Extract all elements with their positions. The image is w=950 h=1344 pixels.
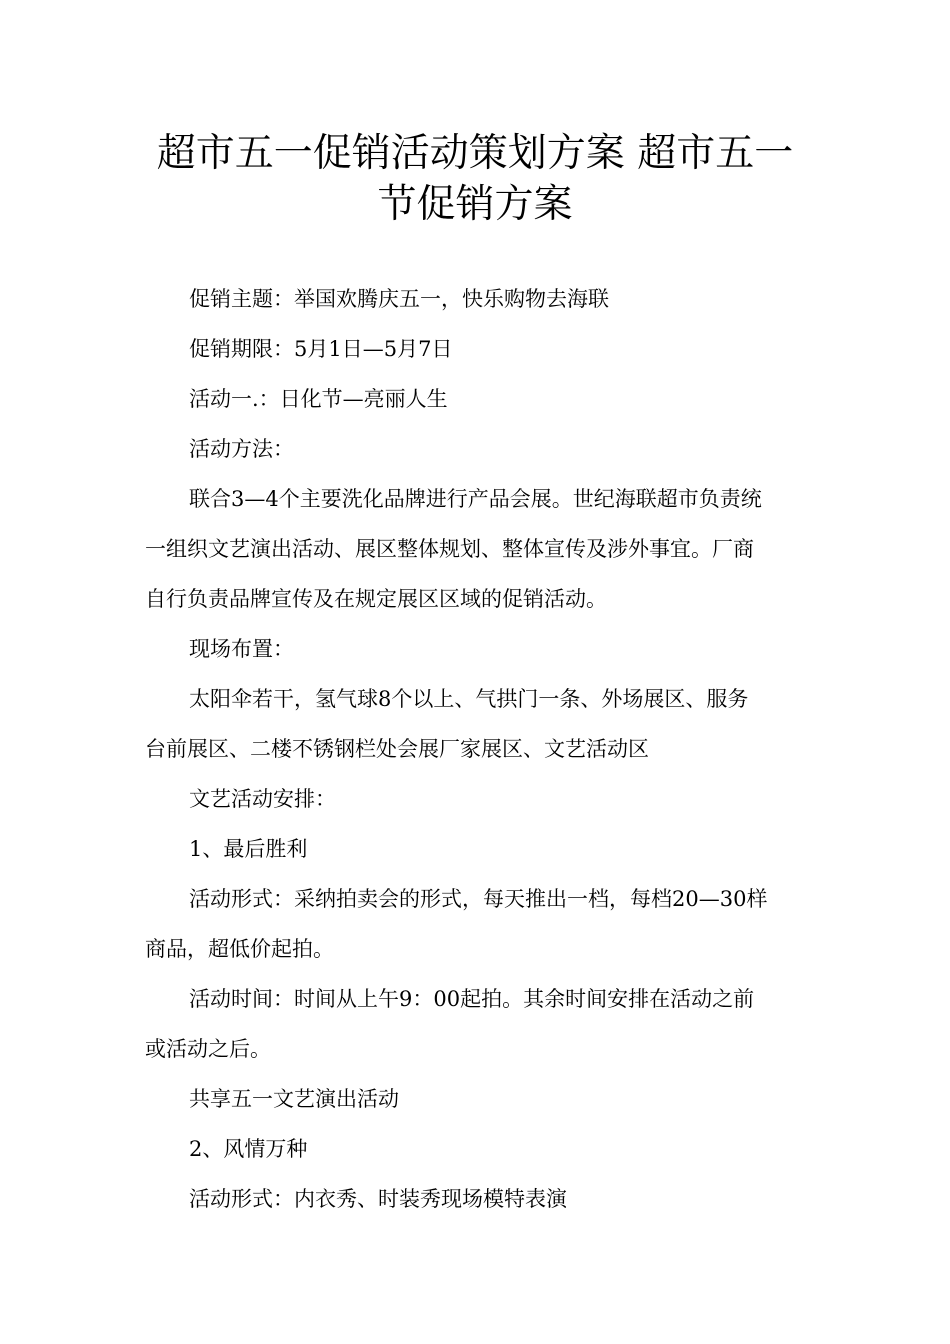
text-line: 自行负责品牌宣传及在规定展区区域的促销活动。 — [145, 587, 607, 611]
text-line: 联合3—4个主要洗化品牌进行产品会展。世纪海联超市负责统 — [189, 487, 762, 511]
text-line: 活动形式：内衣秀、时装秀现场模特表演 — [189, 1187, 567, 1211]
text-line: 1、最后胜利 — [189, 837, 308, 861]
text-line: 现场布置： — [189, 637, 294, 661]
document-title-line-2: 节促销方案 — [377, 182, 573, 227]
text-line: 文艺活动安排： — [189, 787, 336, 811]
document-body — [145, 274, 810, 1224]
text-line: 或活动之后。 — [145, 1037, 271, 1061]
text-line: 台前展区、二楼不锈钢栏处会展厂家展区、文艺活动区 — [145, 737, 649, 761]
text-line: 2、风情万种 — [189, 1137, 308, 1161]
text-line: 活动时间：时间从上午9：00起拍。其余时间安排在活动之前 — [189, 987, 755, 1011]
text-line: 促销期限：5月1日—5月7日 — [189, 337, 453, 361]
text-line: 活动形式：采纳拍卖会的形式，每天推出一档，每档20—30样 — [189, 887, 768, 911]
text-line: 商品，超低价起拍。 — [145, 937, 334, 961]
text-line: 促销主题：举国欢腾庆五一，快乐购物去海联 — [189, 287, 609, 311]
text-line: 太阳伞若干，氢气球8个以上、气拱门一条、外场展区、服务 — [189, 687, 749, 711]
document-title-line-1: 超市五一促销活动策划方案 超市五一 — [156, 131, 794, 176]
text-line: 一组织文艺演出活动、展区整体规划、整体宣传及涉外事宜。厂商 — [145, 537, 754, 561]
text-line: 共享五一文艺演出活动 — [189, 1087, 399, 1111]
text-line: 活动方法： — [189, 437, 294, 461]
text-line: 活动一.：日化节—亮丽人生 — [189, 387, 448, 411]
